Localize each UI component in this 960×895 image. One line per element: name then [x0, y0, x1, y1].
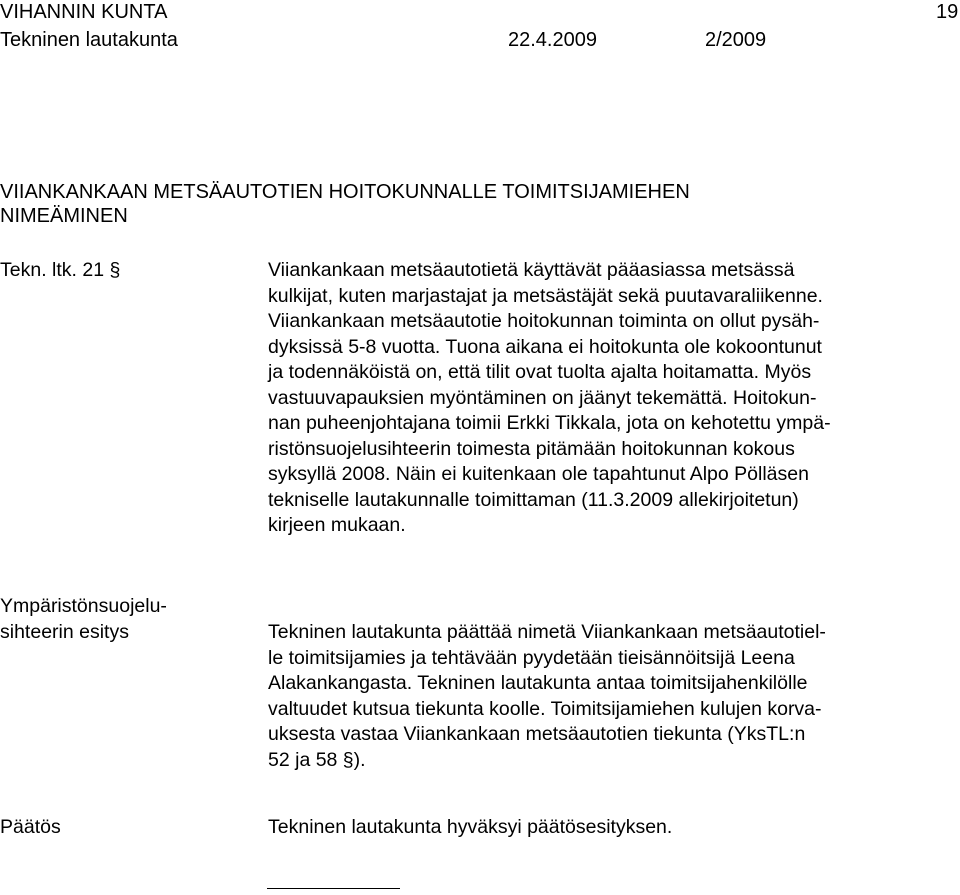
proposal-line: Tekninen lautakunta päättää nimetä Viiankankaan metsäautotiel-	[268, 621, 826, 643]
description-line: nan puheenjohtajana toimii Erkki Tikkala, jota on kehotettu ympä-	[268, 412, 831, 434]
meeting-date: 22.4.2009	[508, 29, 597, 51]
document-title-line-1: VIIANKANKAAN METSÄAUTOTIEN HOITOKUNNALLE TOIMITSIJAMIEHEN	[0, 181, 690, 203]
page-number: 19	[936, 1, 959, 23]
proposal-line: Alakankangasta. Tekninen lautakunta antaa toimitsijahenkilölle	[268, 672, 808, 694]
municipality-name: VIHANNIN KUNTA	[0, 1, 168, 23]
description-line: kirjeen mukaan.	[268, 514, 406, 536]
description-line: Viiankankaan metsäautotie hoitokunnan toiminta on ollut pysäh-	[268, 310, 820, 332]
proposal-line: valtuudet kutsua tiekunta koolle. Toimitsijamiehen kulujen korva-	[268, 697, 822, 720]
description-line: kulkijat, kuten marjastajat ja metsästäjät sekä puutavaraliikenne.	[268, 284, 823, 307]
proposal-label	[0, 594, 167, 645]
description-line: tekniselle lautakunnalle toimittaman (11.3.2009 allekirjoitetun)	[268, 488, 799, 511]
proposal-label-line: Ympäristönsuojelu-	[0, 595, 167, 617]
proposal-line: 52 ja 58 §).	[268, 748, 366, 771]
signature-line	[267, 888, 400, 889]
meeting-number: 2/2009	[705, 29, 767, 51]
document-title-line-2: NIMEÄMINEN	[0, 205, 128, 227]
description-line: Viiankankaan metsäautotietä käyttävät pääasiassa metsässä	[268, 259, 795, 281]
description-line: vastuuvapauksien myöntäminen on jäänyt tekemättä. Hoitokun-	[268, 386, 817, 409]
description-line: ristönsuojelusihteerin toimesta pitämään hoitokunnan kokous	[268, 437, 795, 460]
section-reference: Tekn. ltk. 21 §	[0, 259, 121, 281]
description-line: ja todennäköistä on, että tilit ovat tuolta ajalta hoitamatta. Myös	[268, 361, 812, 383]
proposal-line: le toimitsijamies ja tehtävään pyydetään tieisännöitsijä Leena	[268, 646, 795, 669]
committee-name: Tekninen lautakunta	[0, 29, 178, 51]
description-paragraph	[268, 258, 958, 539]
decision-label: Päätös	[0, 816, 61, 838]
proposal-label-line: sihteerin esitys	[0, 620, 129, 643]
proposal-paragraph	[268, 620, 958, 773]
description-line: syksyllä 2008. Näin ei kuitenkaan ole tapahtunut Alpo Pölläsen	[268, 463, 809, 485]
proposal-line: uksesta vastaa Viiankankaan metsäautotien tiekunta (YksTL:n	[268, 723, 806, 745]
description-line: dyksissä 5-8 vuotta. Tuona aikana ei hoitokunta ole kokoontunut	[268, 335, 822, 358]
decision-text: Tekninen lautakunta hyväksyi päätösesityksen.	[268, 816, 673, 838]
